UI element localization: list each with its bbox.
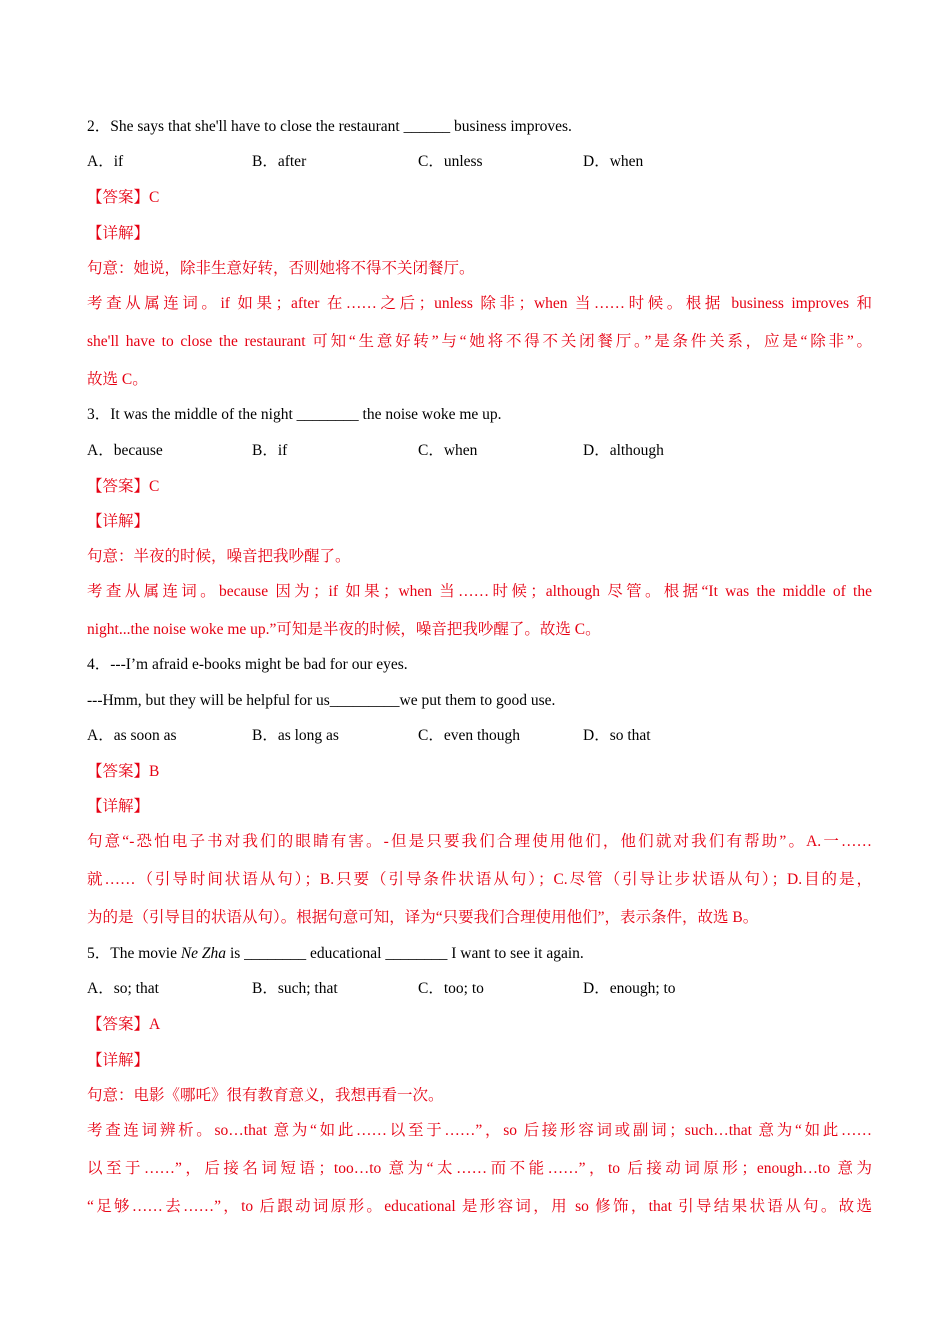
question-3-option-a: A．because (87, 442, 163, 459)
question-5-option-d: D．enough; to (583, 980, 676, 997)
question-5-movie-title: Ne Zha (180, 945, 227, 962)
question-5-explanation-line: 句意：电影《哪吒》很有教育意义，我想再看一次。 (87, 1087, 444, 1104)
question-2-explanation-line: 考查从属连词。if 如果；after 在……之后；unless 除非；when 当……时候。根据 business improves 和 (87, 295, 872, 312)
question-2-explanation-line: 故选 C。 (87, 371, 148, 388)
question-4-explanation-line: 为的是（引导目的状语从句）。根据句意可知，译为“只要我们合理使用他们”，表示条件，故选 B。 (87, 909, 759, 926)
question-5-explanation-line: 以至于……”，后接名词短语；too…to 意为“太……而不能……”，to 后接动词原形；enough…to 意为 (87, 1160, 872, 1177)
question-3-answer: 【答案】C (87, 478, 160, 495)
question-2-stem: 2．She says that she'll have to close the restaurant ______ business improves. (87, 118, 572, 135)
question-4-option-c: C．even though (418, 727, 521, 744)
question-3-detail-label: 【详解】 (87, 513, 150, 530)
question-3-explanation-line: night...the noise woke me up.”可知是半夜的时候，噪音把我吵醒了。故选 C。 (87, 621, 601, 638)
question-2-detail-label: 【详解】 (87, 225, 150, 242)
question-5-option-c: C．too; to (418, 980, 484, 997)
question-5-answer: 【答案】A (87, 1016, 161, 1033)
question-4-stem: 4．---I’m afraid e-books might be bad for our eyes. (87, 656, 408, 673)
question-2-explanation-line: she'll have to close the restaurant 可知“生意好转”与“她将不得不关闭餐厅。”是条件关系，应是“除非”。 (87, 333, 872, 350)
question-4-explanation-line: 就……（引导时间状语从句）；B.只要（引导条件状语从句）；C.尽管（引导让步状语从句）；D.目的是， (87, 871, 872, 888)
question-4-explanation-line: 句意“-恐怕电子书对我们的眼睛有害。-但是只要我们合理使用他们，他们就对我们有帮助”。A.一…… (87, 833, 872, 850)
question-3-option-b: B．if (252, 442, 288, 459)
question-2-option-a: A．if (87, 153, 124, 170)
question-2-answer: 【答案】C (87, 189, 160, 206)
question-2-option-b: B．after (252, 153, 307, 170)
question-4-answer: 【答案】B (87, 763, 160, 780)
question-5-stem-suffix: is ________ educational ________ I want to see it again. (226, 945, 584, 962)
question-5-option-b: B．such; that (252, 980, 338, 997)
question-4-option-d: D．so that (583, 727, 651, 744)
question-3-option-d: D．although (583, 442, 664, 459)
question-5-option-a: A．so; that (87, 980, 159, 997)
question-4-stem-reply: ---Hmm, but they will be helpful for us_________we put them to good use. (87, 692, 556, 709)
question-2-option-c: C．unless (418, 153, 483, 170)
question-3-stem: 3．It was the middle of the night ________ the noise woke me up. (87, 406, 502, 423)
question-2-option-d: D．when (583, 153, 644, 170)
question-5-detail-label: 【详解】 (87, 1052, 150, 1069)
question-5-explanation-line: “足够……去……”，to 后跟动词原形。educational 是形容词，用 so 修饰，that 引导结果状语从句。故选 (87, 1198, 872, 1215)
question-3-option-c: C．when (418, 442, 478, 459)
question-3-explanation-line: 句意：半夜的时候，噪音把我吵醒了。 (87, 548, 351, 565)
question-2-explanation-line: 句意：她说，除非生意好转，否则她将不得不关闭餐厅。 (87, 260, 475, 277)
question-5-stem (87, 944, 584, 964)
question-4-option-a: A．as soon as (87, 727, 177, 744)
question-4-detail-label: 【详解】 (87, 798, 150, 815)
question-3-explanation-line: 考查从属连词。because 因为；if 如果；when 当……时候；although 尽管。根据“It was the middle of the (87, 583, 872, 600)
question-5-explanation-line: 考查连词辨析。so…that 意为“如此……以至于……”，so 后接形容词或副词；such…that 意为“如此…… (87, 1122, 872, 1139)
question-4-option-b: B．as long as (252, 727, 339, 744)
question-5-stem-prefix: 5．The movie (87, 945, 181, 962)
